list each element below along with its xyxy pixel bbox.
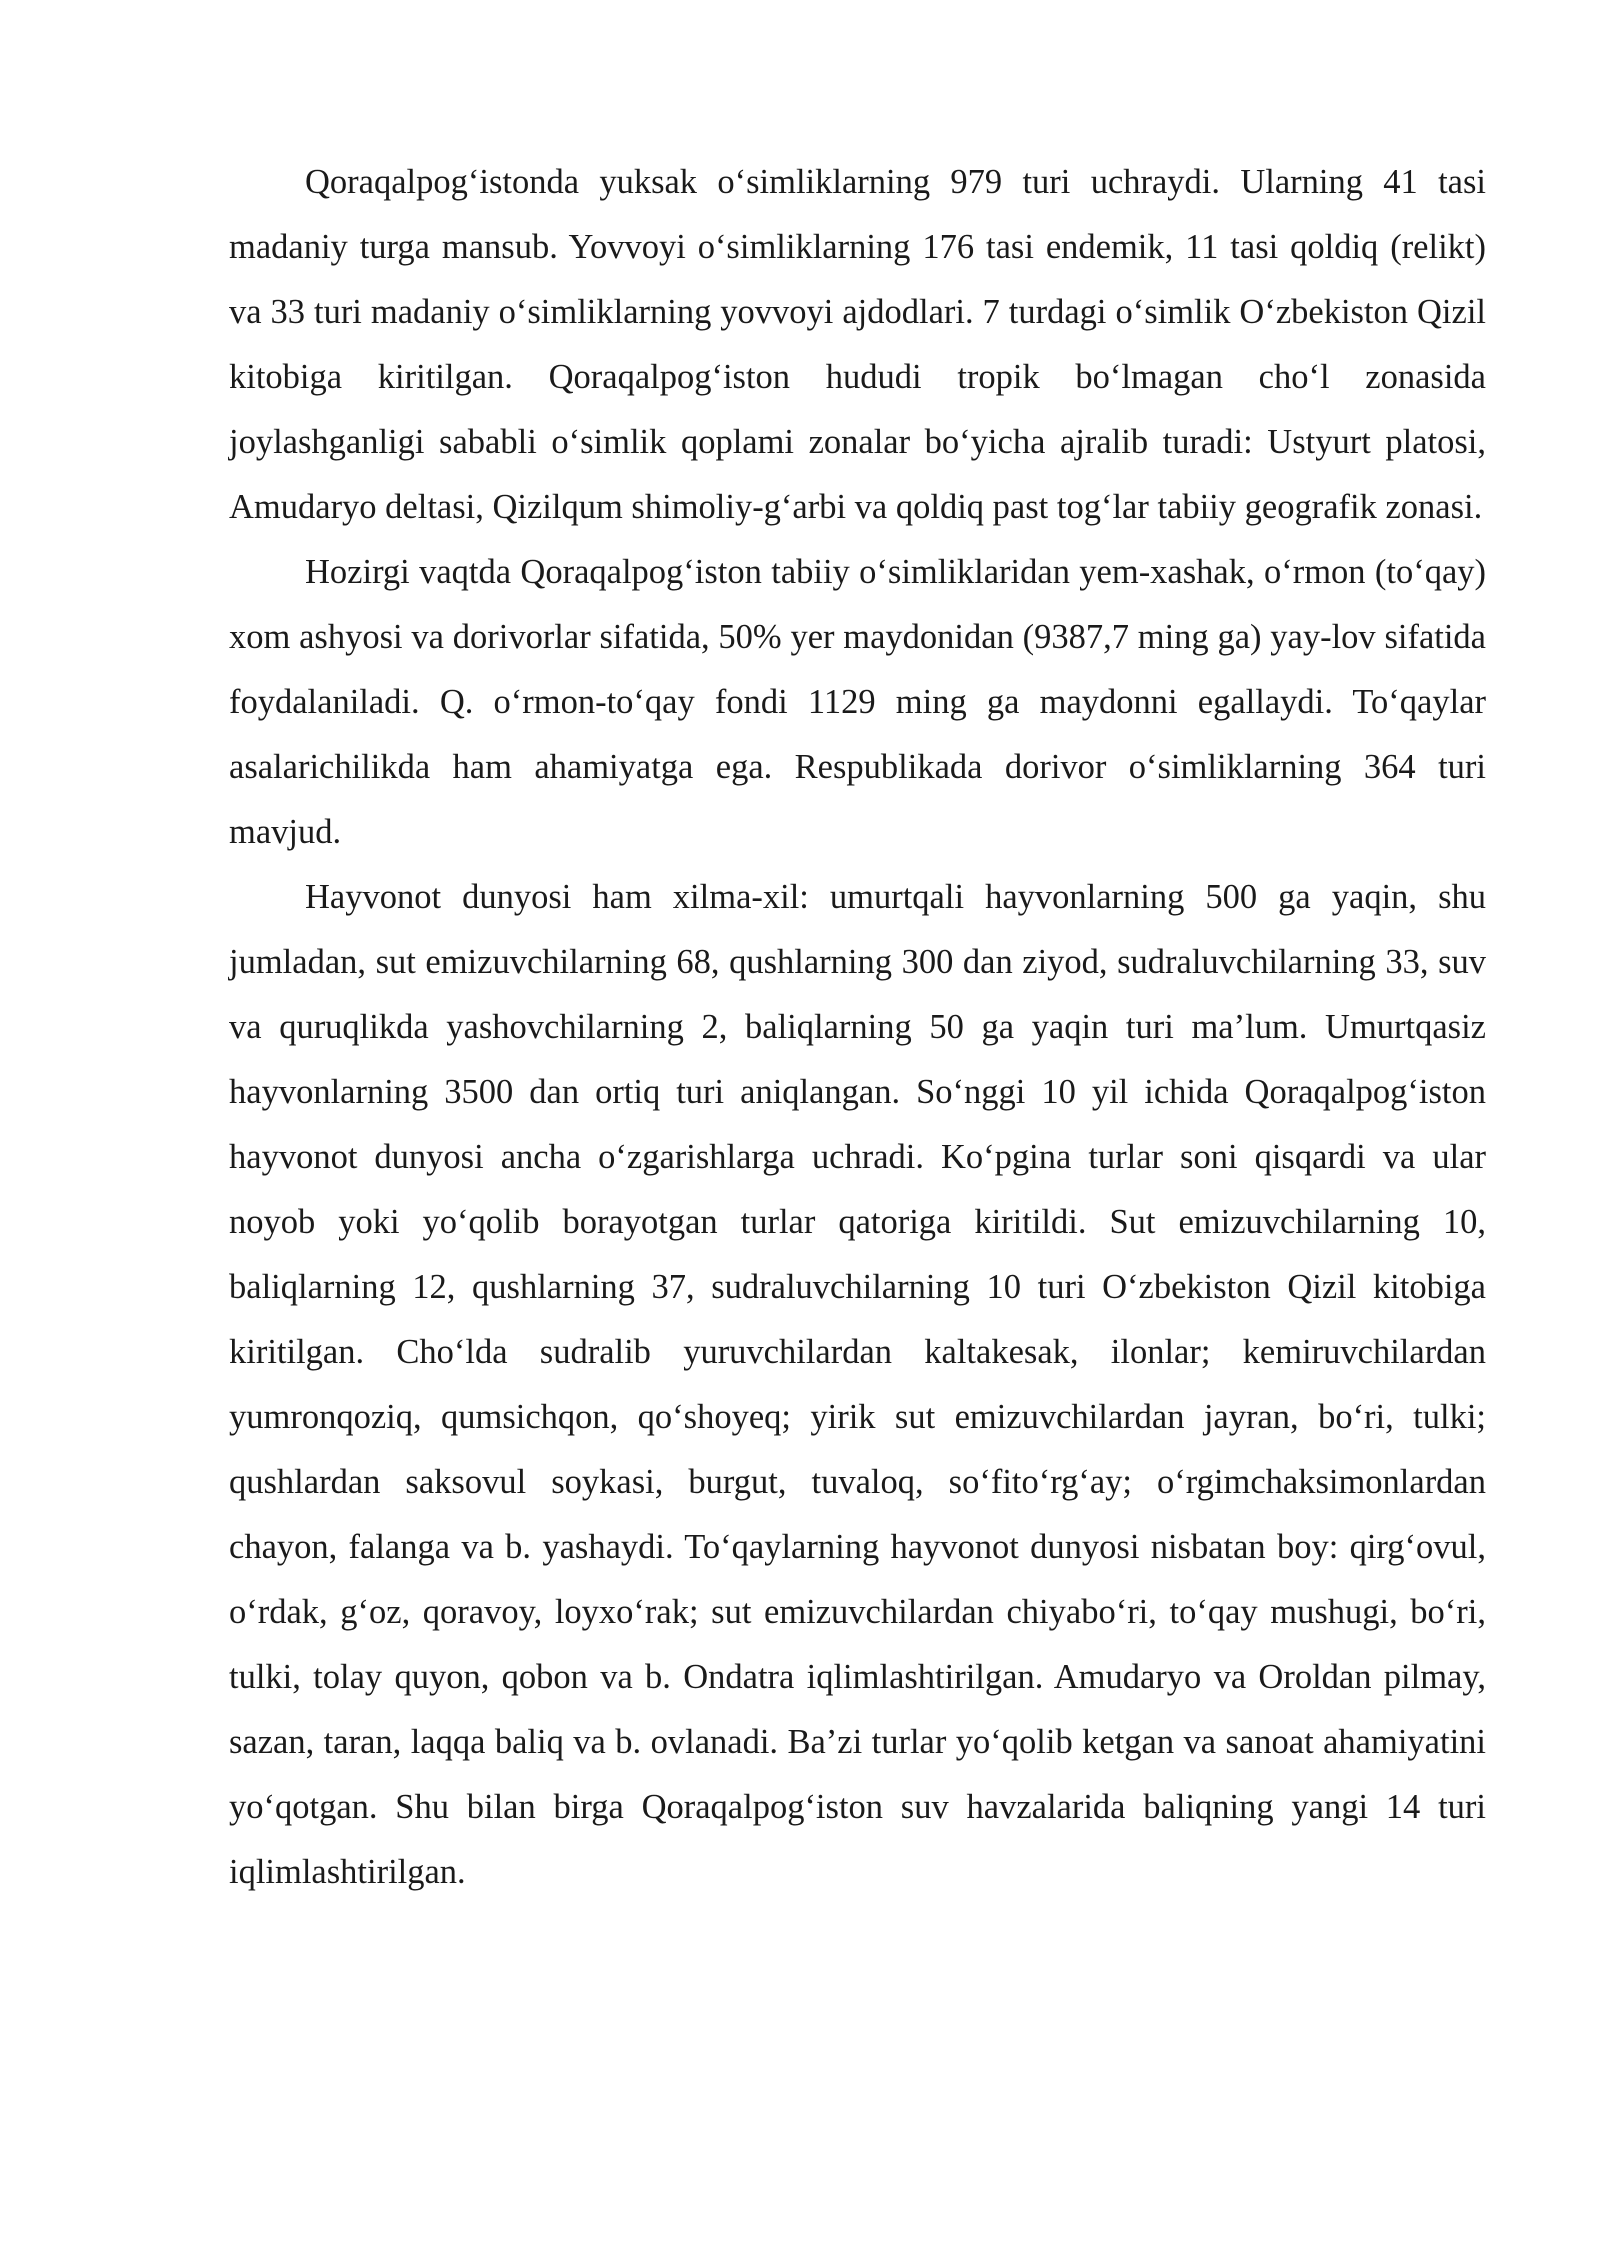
- paragraph-fauna: Hayvonot dunyosi ham xilma-xil: umurtqali hayvonlarning 500 ga yaqin, shu jumladan, sut emizuvchilarning 68, qushlarning 300 dan ziyod, sudraluvchilarning 33, suv va quruqlikda yashovchilarning 2, baliqlarning 50 ga yaqin turi ma’lum. Umurtqasiz hayvonlarning 3500 dan ortiq turi aniqlangan. So‘nggi 10 yil ichida Qoraqalpog‘iston hayvonot dunyosi ancha o‘zgarishlarga uchradi. Ko‘pgina turlar soni qisqardi va ular noyob yoki yo‘qolib borayotgan turlar qatoriga kiritildi. Sut emizuvchilarning 10, baliqlarning 12, qushlarning 37, sudraluvchilarning 10 turi O‘zbekiston Qizil kitobiga kiritilgan. Cho‘lda sudralib yuruvchilardan kaltakesak, ilonlar; kemiruvchilardan yumronqoziq, qumsichqon, qo‘shoyeq; yirik sut emizuvchilardan jayran, bo‘ri, tulki; qushlardan saksovul soykasi, burgut, tuvaloq, so‘fito‘rg‘ay; o‘rgimchaksimonlardan chayon, falanga va b. yashaydi. To‘qaylarning hayvonot dunyosi nisbatan boy: qirg‘ovul, o‘rdak, g‘oz, qoravoy, loyxo‘rak; sut emizuvchilardan chiyabo‘ri, to‘qay mushugi, bo‘ri, tulki, tolay quyon, qobon va b. Ondatra iqlimlashtirilgan. Amudaryo va Oroldan pilmay, sazan, taran, laqqa baliq va b. ovlanadi. Ba’zi turlar yo‘qolib ketgan va sanoat ahamiyatini yo‘qotgan. Shu bilan birga Qoraqalpog‘iston suv havzalarida baliqning yangi 14 turi iqlimlashtirilgan.: [229, 878, 1486, 1891]
- paragraph-plant-use: Hozirgi vaqtda Qoraqalpog‘iston tabiiy o‘simliklaridan yem-xashak, o‘rmon (to‘qay) xom ashyosi va dorivorlar sifatida, 50% yer maydonidan (9387,7 ming ga) yay-lov sifatida foydalaniladi. Q. o‘rmon-to‘qay fondi 1129 ming ga maydonni egallaydi. To‘qaylar asalarichilikda ham ahamiyatga ega. Respublikada dorivor o‘simliklarning 364 turi mavjud.: [229, 553, 1486, 851]
- document-body: [229, 150, 1486, 1905]
- paragraph-flora: Qoraqalpog‘istonda yuksak o‘simliklarning 979 turi uchraydi. Ularning 41 tasi madaniy turga mansub. Yovvoyi o‘simliklarning 176 tasi endemik, 11 tasi qoldiq (relikt) va 33 turi madaniy o‘simliklarning yovvoyi ajdodlari. 7 turdagi o‘simlik O‘zbekiston Qizil kitobiga kiritilgan. Qoraqalpog‘iston hududi tropik bo‘lmagan cho‘l zonasida joylashganligi sababli o‘simlik qoplami zonalar bo‘yicha ajralib turadi: Ustyurt platosi, Amudaryo deltasi, Qizilqum shimoliy-g‘arbi va qoldiq past tog‘lar tabiiy geografik zonasi.: [229, 163, 1486, 526]
